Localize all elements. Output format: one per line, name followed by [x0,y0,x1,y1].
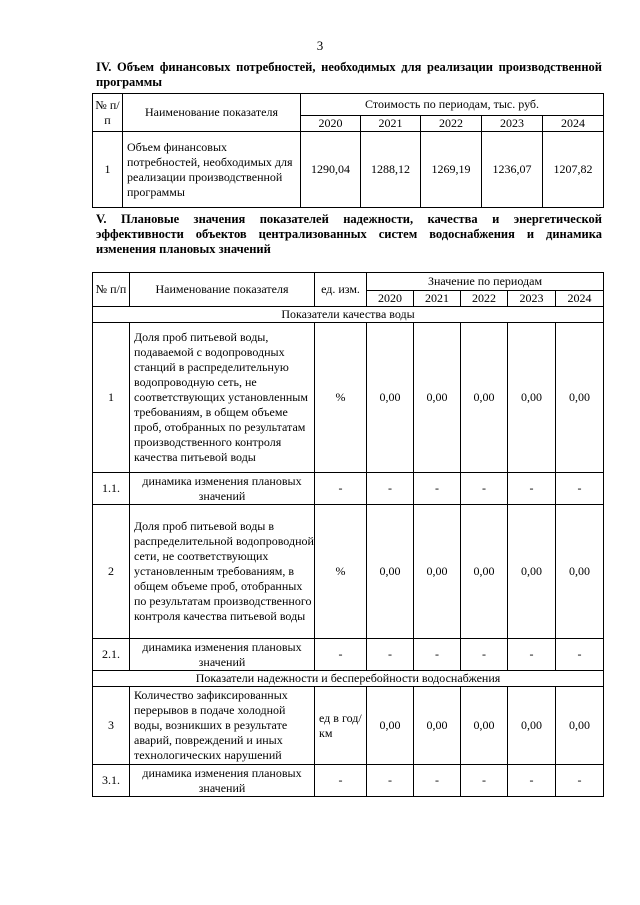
cell-value: 0,00 [367,687,414,765]
cell-value: 0,00 [414,505,461,639]
year-header: 2024 [556,291,604,307]
cell-value: - [414,639,461,671]
row-unit: ед в год/ км [315,687,367,765]
row-name: динамика изменения плановых значений [130,473,315,505]
cell-value: - [556,473,604,505]
year-header: 2021 [361,116,421,132]
financial-needs-table [92,93,604,208]
cell-value: 0,00 [508,505,556,639]
cell-value: 1288,12 [361,132,421,208]
cell-value: - [556,765,604,797]
row-unit: - [315,765,367,797]
cell-value: 0,00 [556,505,604,639]
cell-value: - [367,473,414,505]
table-row [93,639,604,671]
col-header-name: Наименование показателя [130,273,315,307]
cell-value: 1207,82 [543,132,604,208]
col-header-values: Значение по периодам [367,273,604,291]
row-number: 3.1. [93,765,130,797]
group-header: Показатели надежности и бесперебойности водоснабжения [93,671,604,687]
row-unit: - [315,473,367,505]
row-name: Количество зафиксированных перерывов в подаче холодной воды, возникших в результате аварий, повреждений и иных технологических нарушений [130,687,315,765]
cell-value: - [556,639,604,671]
reliability-indicators-table [92,272,604,797]
row-unit: - [315,639,367,671]
row-name: Объем финансовых потребностей, необходимых для реализации производственной программы [123,132,301,208]
row-name: Доля проб питьевой воды, подаваемой с водопроводных станций в распределительную водопроводную сеть, не соответствующих установленным требованиям, в общем объеме проб, отобранных по результатам производственного контроля качества питьевой воды [130,323,315,473]
year-header: 2021 [414,291,461,307]
row-number: 1 [93,323,130,473]
cell-value: - [414,473,461,505]
cell-value: - [508,639,556,671]
section-5-heading: V. Плановые значения показателей надежности, качества и энергетической эффективности объектов централизованных систем водоснабжения и динамика изменения плановых значений [96,212,602,256]
cell-value: - [461,765,508,797]
row-number: 3 [93,687,130,765]
cell-value: - [508,473,556,505]
cell-value: 0,00 [556,687,604,765]
cell-value: - [367,639,414,671]
year-header: 2022 [421,116,482,132]
col-header-cost: Стоимость по периодам, тыс. руб. [301,94,604,116]
row-name: Доля проб питьевой воды в распределительной водопроводной сети, не соответствующих установленным требованиям, в общем объеме проб, отобранных по результатам производственного контроля качества питьевой воды [130,505,315,639]
year-header: 2020 [301,116,361,132]
table-row [93,132,604,208]
year-header: 2024 [543,116,604,132]
cell-value: 0,00 [508,687,556,765]
group-header: Показатели качества воды [93,307,604,323]
cell-value: 0,00 [461,687,508,765]
cell-value: 0,00 [414,323,461,473]
row-number: 2 [93,505,130,639]
table-row [93,473,604,505]
year-header: 2020 [367,291,414,307]
page-number: 3 [316,38,324,53]
row-name: динамика изменения плановых значений [130,765,315,797]
cell-value: 0,00 [367,323,414,473]
row-number: 1 [93,132,123,208]
col-header-unit: ед. изм. [315,273,367,307]
cell-value: 0,00 [556,323,604,473]
year-header: 2023 [508,291,556,307]
col-header-name: Наименование показателя [123,94,301,132]
cell-value: 1290,04 [301,132,361,208]
cell-value: 0,00 [367,505,414,639]
year-header: 2022 [461,291,508,307]
cell-value: 0,00 [461,323,508,473]
row-name: динамика изменения плановых значений [130,639,315,671]
row-number: 2.1. [93,639,130,671]
cell-value: - [508,765,556,797]
row-number: 1.1. [93,473,130,505]
col-header-no: № п/п [93,94,123,132]
cell-value: 0,00 [508,323,556,473]
year-header: 2023 [482,116,543,132]
table-row [93,687,604,765]
table-row [93,505,604,639]
row-unit: % [315,505,367,639]
col-header-no: № п/п [93,273,130,307]
cell-value: - [414,765,461,797]
cell-value: 1236,07 [482,132,543,208]
cell-value: 1269,19 [421,132,482,208]
cell-value: - [461,473,508,505]
cell-value: - [367,765,414,797]
cell-value: 0,00 [414,687,461,765]
table-row [93,765,604,797]
cell-value: 0,00 [461,505,508,639]
table-row [93,323,604,473]
row-unit: % [315,323,367,473]
section-4-heading: IV. Объем финансовых потребностей, необходимых для реализации производственной программы [96,60,602,89]
cell-value: - [461,639,508,671]
